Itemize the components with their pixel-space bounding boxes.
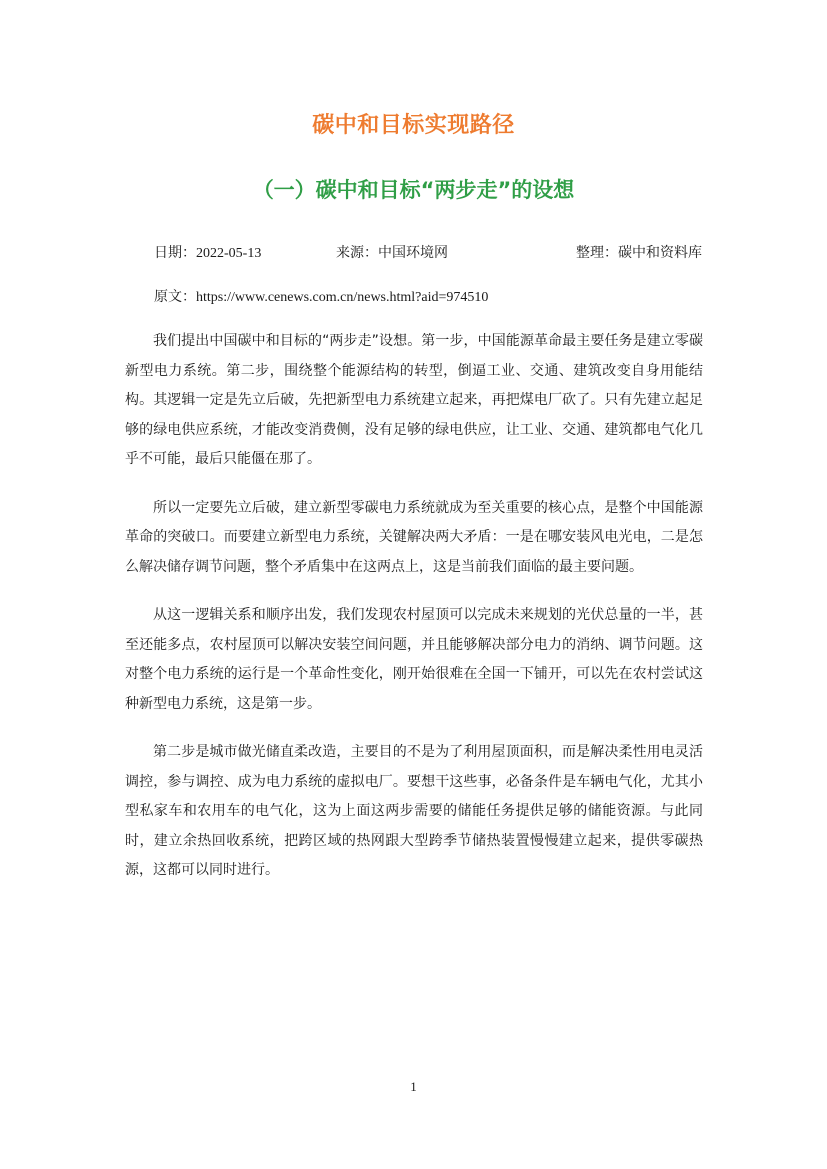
meta-editor-value: 碳中和资料库	[618, 245, 702, 261]
meta-date-label: 日期：	[154, 245, 196, 261]
meta-source-label: 来源：	[336, 245, 378, 261]
origin-row	[154, 286, 488, 309]
document-title: 碳中和目标实现路径	[312, 113, 515, 138]
paragraph-3: 从这一逻辑关系和顺序出发，我们发现农村屋顶可以完成未来规划的光伏总量的一半，甚至还能多点，农村屋顶可以解决安装空间问题，并且能够解决部分电力的消纳、调节问题。这对整个电力系统的运行是一个革命性变化，刚开始很难在全国一下铺开，可以先在农村尝试这种新型电力系统，这是第一步。	[125, 607, 703, 712]
document-subtitle: （一）碳中和目标“两步走”的设想	[252, 178, 575, 202]
body-text	[125, 327, 703, 905]
meta-date	[154, 242, 261, 265]
meta-date-value: 2022-05-13	[196, 246, 262, 261]
paragraph-4: 第二步是城市做光储直柔改造，主要目的不是为了利用屋顶面积，而是解决柔性用电灵活调控，参与调控、成为电力系统的虚拟电厂。要想干这些事，必备条件是车辆电气化，尤其小型私家车和农用车的电气化，这为上面这两步需要的储能任务提供足够的储能资源。与此同时，建立余热回收系统，把跨区域的热网跟大型跨季节储热装置慢慢建立起来，提供零碳热源，这都可以同时进行。	[125, 744, 703, 878]
meta-editor	[576, 242, 702, 264]
meta-editor-label: 整理：	[576, 245, 618, 261]
origin-label: 原文：	[154, 289, 196, 305]
paragraph-1: 我们提出中国碳中和目标的“两步走”设想。第一步，中国能源革命最主要任务是建立零碳新型电力系统。第二步，围绕整个能源结构的转型，倒逼工业、交通、建筑改变自身用能结构。其逻辑一定是先立后破，先把新型电力系统建立起来，再把煤电厂砍了。只有先建立起足够的绿电供应系统，才能改变消费侧，没有足够的绿电供应，让工业、交通、建筑都电气化几乎不可能，最后只能僵在那了。	[125, 333, 703, 467]
page-number: 1	[410, 1079, 417, 1094]
meta-source	[336, 242, 448, 264]
origin-url: https://www.cenews.com.cn/news.html?aid=974510	[196, 290, 489, 305]
meta-row	[154, 242, 702, 264]
meta-source-value: 中国环境网	[378, 245, 448, 261]
paragraph-2: 所以一定要先立后破，建立新型零碳电力系统就成为至关重要的核心点，是整个中国能源革命的突破口。而要建立新型电力系统，关键解决两大矛盾：一是在哪安装风电光电，二是怎么解决储存调节问题，整个矛盾集中在这两点上，这是当前我们面临的最主要问题。	[125, 499, 703, 575]
